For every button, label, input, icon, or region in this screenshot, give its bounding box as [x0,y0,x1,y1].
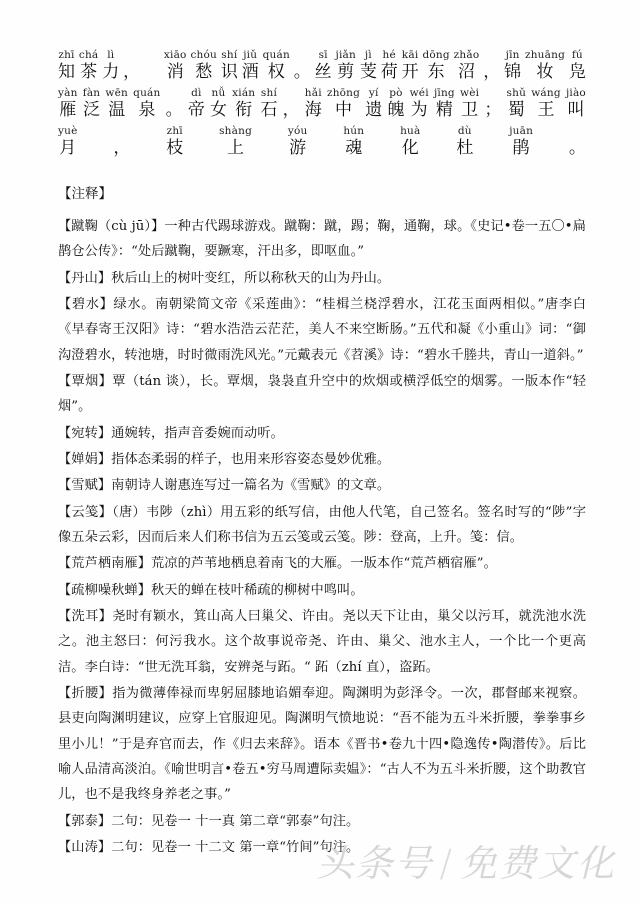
poem-line-3 [58,120,586,158]
hanzi-glyph: 消 [166,61,184,82]
hanzi-glyph: 杜 [456,137,474,158]
note-term: 【蹴鞠（cù jū）】 [58,218,165,234]
hanzi-glyph: 上 [227,137,245,158]
poem-punctuation [569,125,586,158]
punctuation-glyph: ， [113,137,131,158]
note-term: 【洗耳】 [58,609,113,625]
hanzi-glyph: 温 [108,99,126,120]
poem-character [343,125,364,158]
poem-character [381,49,398,82]
hanzi-glyph: 知 [58,61,75,82]
hanzi-glyph: 化 [401,137,419,158]
hanzi-glyph: 鹃 [512,137,530,158]
hanzi-glyph: 荷 [380,61,398,82]
poem-character [242,49,259,82]
note-definition: 二句：见卷一 十一真 第二章“郭泰”句注。 [111,813,360,829]
poem-line-1 [58,44,586,82]
poem-character [402,49,419,82]
pinyin-label: fàn [82,86,101,99]
note-term: 【山涛】 [58,840,112,856]
pinyin-label: hún [343,124,365,137]
hanzi-glyph: 为 [410,99,428,120]
hanzi-glyph: 魂 [345,137,363,158]
hanzi-glyph: 凫 [568,61,586,82]
hanzi-glyph: 月 [59,137,77,158]
pinyin-label: pò [389,86,403,99]
pinyin-label: fú [571,48,583,61]
hanzi-glyph: 权 [267,61,285,82]
note-guotai [58,809,586,834]
poem-character [260,87,277,120]
punctuation-glyph: ， [483,61,501,82]
hanzi-glyph: 开 [401,61,419,82]
note-yunjian [58,500,586,551]
hanzi-glyph: 泛 [82,99,100,120]
hanzi-glyph: 叫 [567,99,585,120]
pinyin-label: jiǔ [243,48,258,61]
poem-character [327,87,360,120]
note-definition: 南朝诗人谢惠连写过一篇名为《雪赋》的文章。 [111,478,391,494]
pinyin-label: wéi [409,86,429,99]
poem-character [531,87,561,120]
hanzi-glyph: 雁 [59,99,77,120]
poem-character [166,125,183,158]
note-definition: 覃（tán 谈），长。覃烟，袅袅直升空中的炊烟或横浮低空的烟雾。一版本作“轻烟”。 [58,373,586,415]
note-definition: 尧时有颖水，箕山高人曰巢父、许由。尧以天下让由，巢父以污耳，就洗池水洗之。池主怒曰：何污我水。这个故事说帝尧、许由、巢父、池水主人，一个比一个更高洁。李白诗：“世无洗耳翁，安辨尧与跖。“ 跖（zhí 直），盗跖。 [58,609,586,675]
pinyin-label: shí [221,48,238,61]
note-definition: （唐）韦陟（zhì）用五彩的纸写信，由他人代笔，自己签名。签名时写的“陟”字像五朵云彩，因而后来人们称书信为五云笺或云笺。陟：登高，上升。笺：信。 [58,504,586,546]
watermark-separator: / [439,842,454,885]
poem-character [58,49,75,82]
pinyin-label: zhōng [326,86,361,99]
hanzi-glyph: 卫 [461,99,479,120]
pinyin-label: jīng [433,86,455,99]
pinyin-label: zhuāng [524,48,565,61]
poem-character [232,87,255,120]
punctuation-glyph: ； [484,99,502,120]
poem-punctuation [483,49,500,82]
punctuation-glyph: 。 [293,61,311,82]
note-danshan [58,266,586,291]
poem-character [566,87,586,120]
hanzi-glyph: 泉 [138,99,156,120]
hanzi-glyph: 枝 [166,137,184,158]
hanzi-glyph: 蜀 [507,99,525,120]
note-term: 【碧水】 [58,296,114,312]
pinyin-label: dōng [422,48,450,61]
note-xier [58,604,586,680]
note-definition: 秋后山上的树叶变红，所以称秋天的山为丹山。 [111,270,391,286]
note-bishui [58,292,586,368]
poem-character [525,49,565,82]
poem-character [305,87,322,120]
note-term: 【云笺】 [58,504,113,520]
hanzi-glyph: 妆 [536,61,554,82]
pinyin-label: shǔ [506,86,527,99]
pinyin-label: zhī [58,48,75,61]
note-xuefu [58,473,586,498]
note-definition: 秋天的蝉在枝叶稀疏的柳树中鸣叫。 [151,582,364,598]
notes-section-title: 【注释】 [58,186,112,202]
poem-character [504,49,521,82]
pinyin-label: juān [509,124,534,137]
poem-character [315,49,332,82]
pinyin-label: dù [457,124,472,137]
hanzi-glyph: 海 [304,99,322,120]
note-wanzhuan [58,421,586,446]
pinyin-label: zhǎo [453,48,480,61]
punctuation-glyph: 。 [568,137,586,158]
note-term: 【婵娟】 [58,452,112,468]
note-term: 【丹山】 [58,270,112,286]
hanzi-glyph: 中 [335,99,353,120]
note-term: 【郭泰】 [58,813,112,829]
hanzi-glyph: 丝 [314,61,332,82]
poem-character [210,87,227,120]
punctuation-glyph: ， [123,61,141,82]
pinyin-label: shí [260,86,277,99]
poem-character [434,87,455,120]
poem-character [387,87,404,120]
poem-punctuation [113,125,130,158]
poem-character [336,49,356,82]
poem-character [360,49,377,82]
pinyin-label: kāi [401,48,419,61]
hanzi-glyph: 茶 [80,61,98,82]
poem-character [263,49,290,82]
notes-list [58,214,586,861]
hanzi-glyph: 石 [260,99,278,120]
poem-character [365,87,382,120]
hanzi-glyph: 东 [427,61,445,82]
pinyin-label: jì [364,48,372,61]
poem-character [422,49,449,82]
poem-character [133,87,160,120]
note-tanyan [58,369,586,420]
hanzi-glyph: 王 [537,99,555,120]
pinyin-label: yuè [58,124,78,137]
hanzi-glyph: 游 [289,137,307,158]
pinyin-label: jīn [505,48,520,61]
pinyin-label: chá [78,48,99,61]
note-term: 【覃烟】 [58,373,113,389]
pinyin-label: hǎi [304,86,322,99]
poem-character [83,87,101,120]
poem-punctuation [166,87,183,120]
poem-character [58,125,78,158]
pinyin-label: nǚ [211,86,226,99]
watermark-right: 免费文化 [460,842,616,885]
note-huanglu [58,551,586,576]
pinyin-label: zhī [166,124,183,137]
note-definition: 指体态柔弱的样子，也用来形容姿态曼妙优雅。 [111,452,391,468]
hanzi-glyph: 衔 [235,99,253,120]
pinyin-label: chóu [190,48,217,61]
poem-character [105,87,128,120]
note-term: 【荒芦栖南雁】 [58,556,152,572]
pinyin-label: yóu [287,124,308,137]
pinyin-label: huà [400,124,421,137]
poem-character [507,87,527,120]
pinyin-label: lì [107,48,115,61]
watermark [317,833,616,887]
pinyin-label: wáng [531,86,561,99]
poem-character [410,87,429,120]
note-term: 【折腰】 [58,686,113,702]
pinyin-label: xiāo [163,48,187,61]
poem-line-2 [58,82,586,120]
poem-character [190,49,217,82]
poem-character [454,49,480,82]
note-definition: 指为微薄俸禄而卑躬屈膝地谄媚奉迎。陶渊明为彭泽令。一次，郡督邮来视察。县吏向陶渊明建议，应穿上官服迎见。陶渊明气愤地说：“吾不能为五斗米折腰，拳拳事乡里小儿！”于是弃官而去，作《归去来辞》。语本《晋书•卷九十四•隐逸传•陶潜传》。后比喻人品清高淡泊。《喻世明言•卷五•穷马周遭际卖媪》：“古人不为五斗米折腰，这个助教官儿，也不是我终身养老之事。” [58,686,586,803]
pinyin-label: yàn [58,86,78,99]
pinyin-label: shàng [219,124,252,137]
note-definition: 绿水。南朝梁简文帝《采莲曲》：“桂楫兰桡浮碧水，江花玉面两相似。”唐李白《早春寄王汉阳》诗：“碧水浩浩云茫茫，美人不来空断肠。”五代和凝《小重山》词：“御沟澄碧水，转池塘，时时微雨洗风光。”元戴表元《苕溪》诗：“碧水千塍共，青山一道斜。” [58,296,586,363]
punctuation-glyph: ， [282,99,300,120]
pinyin-label: sī [318,48,328,61]
poem-punctuation [294,49,311,82]
poem-character [288,125,308,158]
poem-punctuation [283,87,300,120]
hanzi-glyph: 芰 [359,61,377,82]
page-content [58,44,586,862]
pinyin-label: jiào [565,86,586,99]
hanzi-glyph: 遗 [365,99,383,120]
poem-character [102,49,119,82]
note-term: 【宛转】 [58,425,112,441]
poem-character [569,49,586,82]
hanzi-glyph: 精 [435,99,453,120]
hanzi-glyph: 帝 [187,99,205,120]
poem-character [79,49,99,82]
watermark-left: 头条号 [316,842,434,885]
note-definition: 通婉转，指声音委婉而动听。 [111,425,284,441]
note-cuju [58,214,586,265]
hanzi-glyph: 女 [210,99,227,120]
note-term: 【雪赋】 [58,478,112,494]
note-shuliu [58,578,586,603]
poem-punctuation [123,49,140,82]
poem-character [58,87,78,120]
hanzi-glyph: 剪 [337,61,355,82]
note-definition: 荒凉的芦苇地栖息着南飞的大雁。一版本作“荒芦栖宿雁”。 [151,556,497,572]
punctuation-glyph: 。 [165,99,183,120]
poem-character [509,125,533,158]
hanzi-glyph: 沼 [458,61,476,82]
poem-character [164,49,187,82]
note-chanjuan [58,447,586,472]
pinyin-label: quán [133,86,161,99]
pinyin-label: wēn [105,86,128,99]
poem-character [221,49,238,82]
note-definition: 一种古代踢球游戏。蹴鞠：蹴，踢；鞠，通鞠，球。《史记•卷一五〇•扁鹊仓公传》：“处后蹴鞠，要蹶寒，汗出多，即呕血。” [58,218,586,260]
note-zheyao [58,681,586,808]
hanzi-glyph: 锦 [504,61,522,82]
note-definition: 二句：见卷一 十二文 第一章“竹间”句注。 [111,840,360,856]
hanzi-glyph: 力 [102,61,120,82]
poem-block [58,44,586,158]
poem-character [460,87,479,120]
pinyin-label: jiǎn [335,48,356,61]
poem-character [219,125,252,158]
pinyin-label: wèi [460,86,480,99]
pinyin-label: dì [191,86,202,99]
pinyin-label: hé [382,48,396,61]
poem-punctuation [484,87,501,120]
note-term: 【疏柳噪秋蝉】 [58,582,152,598]
hanzi-glyph: 酒 [241,61,259,82]
hanzi-glyph: 愁 [195,61,213,82]
poem-character [188,87,205,120]
pinyin-label: quán [262,48,290,61]
poem-character [400,125,420,158]
pinyin-label: yí [368,86,379,99]
hanzi-glyph: 识 [220,61,238,82]
hanzi-glyph: 魄 [387,99,405,120]
pinyin-label: xián [232,86,256,99]
poem-character [456,125,473,158]
